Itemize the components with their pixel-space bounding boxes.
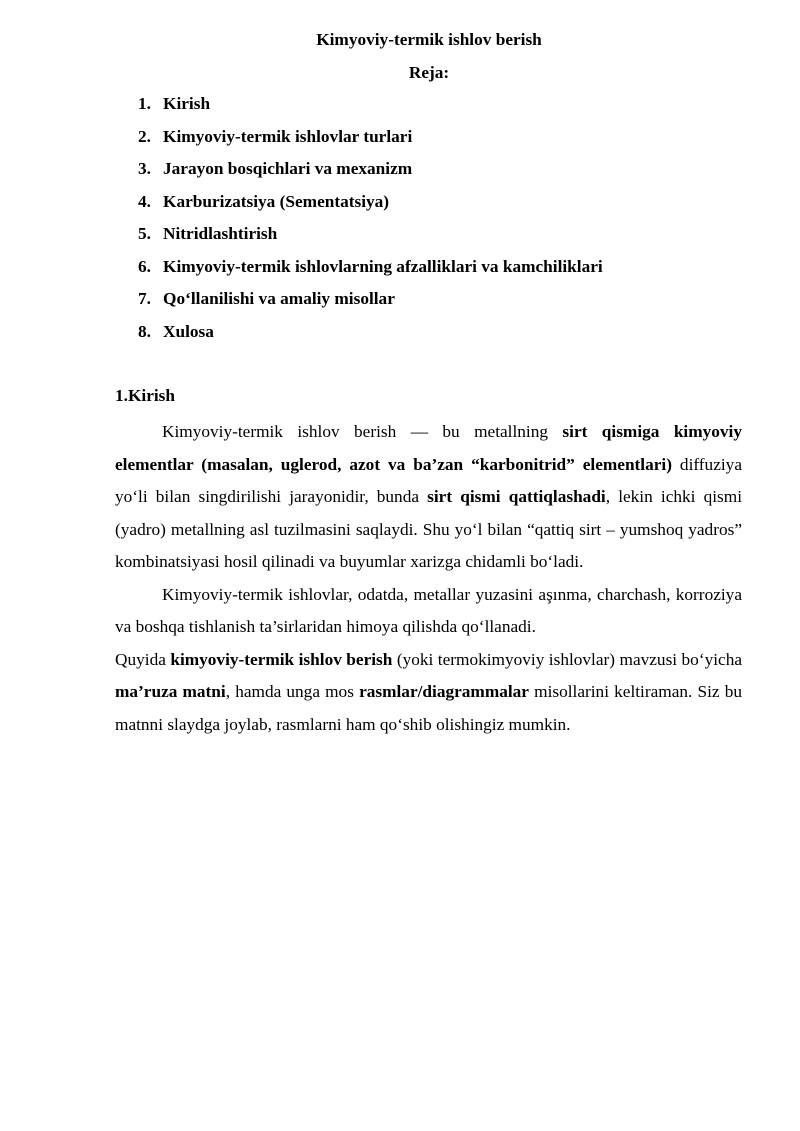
- plan-item-text: Nitridlashtirish: [163, 224, 278, 243]
- plan-item: [138, 320, 603, 353]
- plan-item-text: Karburizatsiya (Sementatsiya): [163, 191, 390, 211]
- paragraph-text: Kimyoviy-termik ishlov berish — bu metallning: [162, 422, 563, 441]
- paragraph-text: , hamda unga mos: [225, 682, 360, 701]
- plan-item-number: 4.: [138, 191, 151, 211]
- paragraph-bold-text: kimyoviy-termik ishlov berish: [170, 649, 393, 669]
- plan-item-number: 3.: [138, 159, 151, 178]
- document-title: Kimyoviy-termik ishlov berish: [316, 30, 542, 49]
- plan-item: [138, 287, 603, 320]
- plan-item-number: 8.: [138, 321, 151, 341]
- plan-item: [138, 92, 603, 125]
- plan-item-text: Kimyoviy-termik ishlovlar turlari: [163, 126, 413, 146]
- plan-item: [138, 255, 603, 288]
- body-text: [115, 416, 742, 741]
- plan-item-text: Qo‘llanilishi va amaliy misollar: [163, 289, 395, 308]
- section-heading: 1.Kirish: [115, 386, 176, 405]
- plan-heading: Reja:: [408, 63, 450, 82]
- paragraph-outline: [115, 644, 742, 742]
- paragraph-intro: [115, 416, 742, 579]
- plan-item-number: 5.: [138, 224, 151, 243]
- paragraph-text: (yoki termokimyoviy ishlovlar) mavzusi bo‘yicha: [392, 649, 743, 669]
- plan-item-number: 7.: [138, 289, 151, 308]
- plan-item-number: 6.: [138, 256, 151, 276]
- paragraph-bold-text: sirt qismiga kimyoviy elementlar (masalan, uglerod, azot va ba’zan “karbonitrid” elementlari): [115, 422, 742, 474]
- paragraph-text: misollarini keltiraman. Siz bu matnni slaydga joylab, rasmlarni ham qo‘shib olishingiz mumkin.: [115, 682, 742, 734]
- plan-list: [138, 92, 603, 352]
- paragraph-text: Quyida: [115, 649, 171, 669]
- plan-item-text: Kirish: [163, 94, 211, 113]
- plan-item-text: Xulosa: [163, 321, 214, 341]
- plan-item: [138, 222, 603, 255]
- paragraph-bold-text: sirt qismi qattiqlashadi: [427, 487, 606, 506]
- plan-item: [138, 125, 603, 158]
- paragraph-usage: Kimyoviy-termik ishlovlar, odatda, metallar yuzasini aşınma, charchash, korroziya va boshqa tishlanish ta’sirlaridan himoya qilishda qo‘llanadi.: [115, 584, 742, 636]
- paragraph-text: diffuziya yo‘li bilan singdirilishi jarayonidir, bunda: [115, 454, 742, 506]
- paragraph-text: , lekin ichki qismi (yadro) metallning asl tuzilmasini saqlaydi. Shu yo‘l bilan “qattiq sirt – yumshoq yadros” kombinatsiyasi hosil qilinadi va buyumlar xarizga chidamli bo‘ladi.: [115, 487, 742, 571]
- plan-item-text: Jarayon bosqichlari va mexanizm: [163, 159, 413, 178]
- plan-item: [138, 157, 603, 190]
- plan-item: [138, 190, 603, 223]
- plan-item-number: 1.: [138, 94, 151, 113]
- plan-item-number: 2.: [138, 126, 151, 146]
- plan-item-text: Kimyoviy-termik ishlovlarning afzalliklari va kamchiliklari: [163, 256, 603, 276]
- paragraph-bold-text: rasmlar/diagrammalar: [359, 682, 529, 701]
- paragraph-bold-text: ma’ruza matni: [115, 682, 226, 701]
